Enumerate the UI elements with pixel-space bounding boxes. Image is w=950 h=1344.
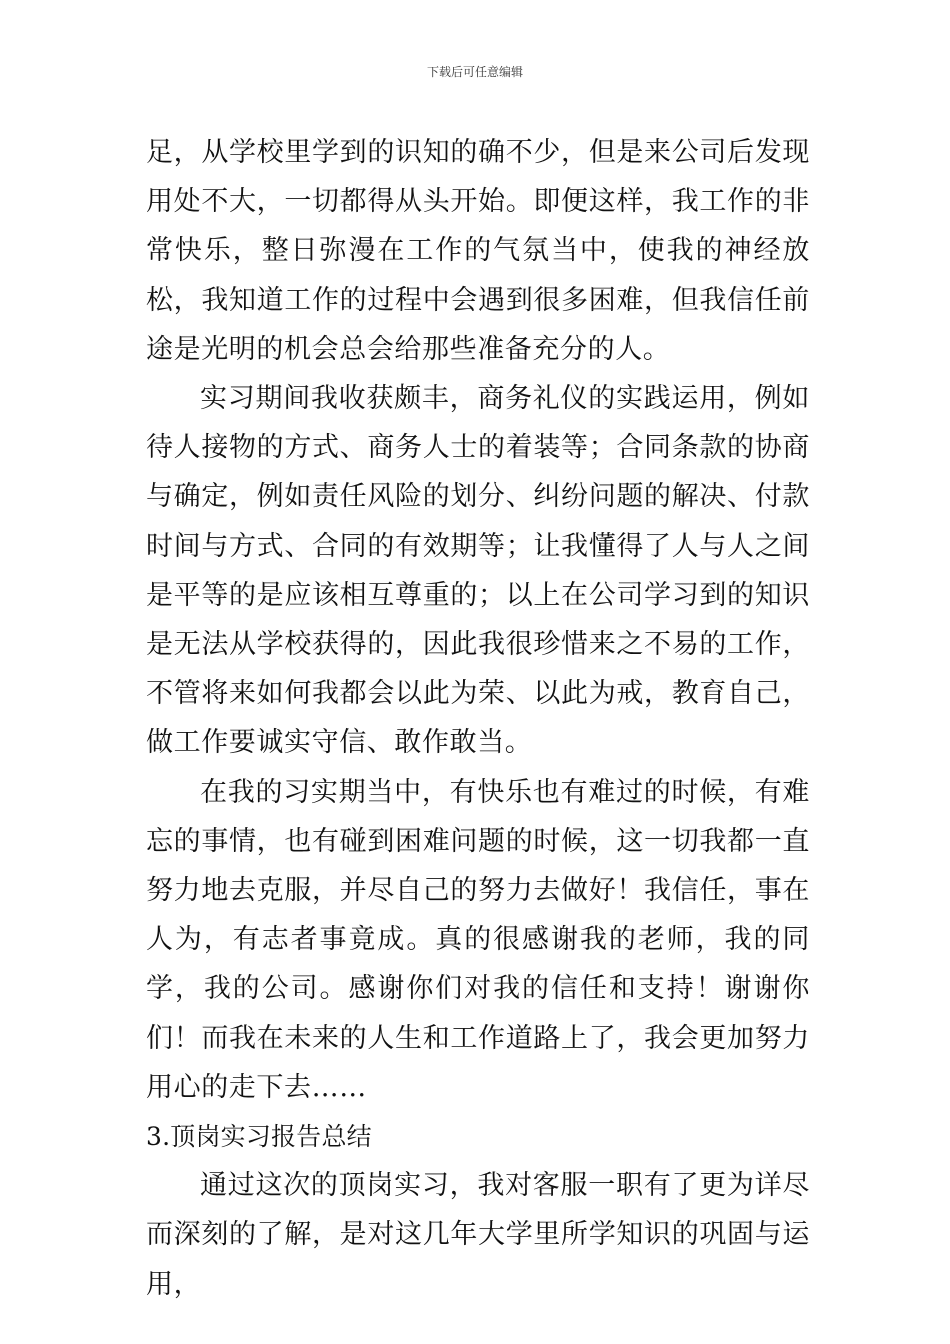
section-heading: 3.顶岗实习报告总结 — [146, 1122, 372, 1152]
paragraph-continuation: 足，从学校里学到的识知的确不少，但是来公司后发现用处不大，一切都得从头开始。即便这样，我工作的非常快乐，整日弥漫在工作的气氛当中，使我的神经放松，我知道工作的过程中会遇到很多困难，但我信任前途是光明的机会总会给那些准备充分的人。 — [146, 137, 810, 365]
page-header-note: 下载后可任意编辑 — [426, 65, 523, 79]
paragraph-internship-reflection: 在我的习实期当中，有快乐也有难过的时候，有难忘的事情，也有碰到困难问题的时候，这一切我都一直努力地去克服，并尽自己的努力去做好！我信任，事在人为，有志者事竟成。真的很感谢我的老师，我的同学，我的公司。感谢你们对我的信任和支持！谢谢你们！而我在未来的人生和工作道路上了，我会更加努力用心的走下去…… — [146, 776, 810, 1103]
paragraph-summary: 通过这次的顶岗实习，我对客服一职有了更为详尽而深刻的了解，是对这几年大学里所学知识的巩固与运用， — [146, 1170, 810, 1300]
paragraph-internship-gains: 实习期间我收获颇丰，商务礼仪的实践运用，例如待人接物的方式、商务人士的着装等；合同条款的协商与确定，例如责任风险的划分、纠纷问题的解决、付款时间与方式、合同的有效期等；让我懂得了人与人之间是平等的是应该相互尊重的；以上在公司学习到的知识是无法从学校获得的，因此我很珍惜来之不易的工作，不管将来如何我都会以此为荣、以此为戒，教育自己，做工作要诚实守信、敢作敢当。 — [146, 383, 810, 759]
document-body — [146, 128, 810, 1309]
